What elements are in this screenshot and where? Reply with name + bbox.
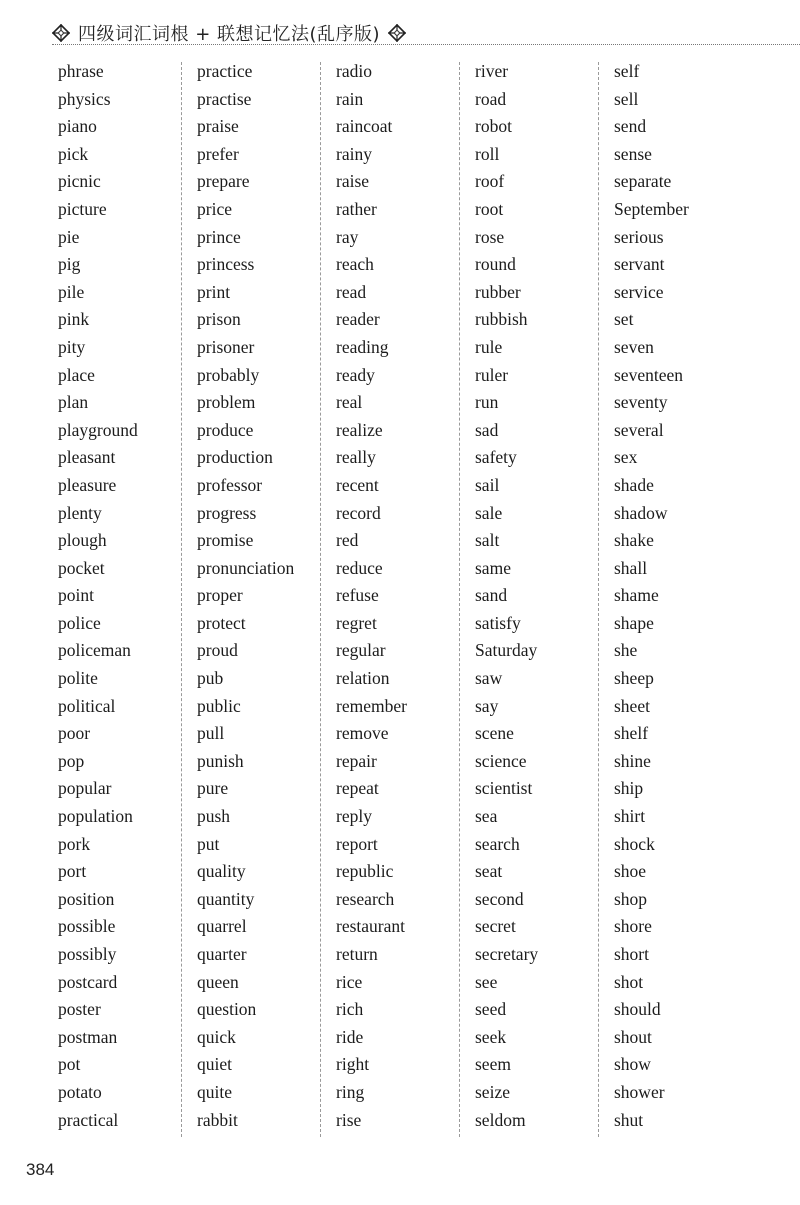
- word-column-5: [614, 58, 689, 1134]
- word-item: scientist: [475, 778, 533, 799]
- word-item: really: [336, 447, 376, 468]
- word-item: seven: [614, 336, 654, 357]
- word-item: separate: [614, 171, 672, 192]
- word-item: picnic: [58, 171, 101, 192]
- word-item: proper: [197, 585, 243, 606]
- word-item: regret: [336, 612, 377, 633]
- word-item: rainy: [336, 143, 372, 164]
- word-item: problem: [197, 392, 256, 413]
- word-item: short: [614, 944, 649, 964]
- word-item: shop: [614, 888, 648, 909]
- word-item: shall: [614, 557, 648, 578]
- word-item: road: [475, 88, 507, 109]
- word-item: princess: [197, 254, 255, 275]
- word-item: question: [197, 999, 257, 1020]
- word-item: red: [336, 530, 359, 551]
- word-item: seek: [475, 1026, 507, 1047]
- word-item: plough: [58, 530, 107, 551]
- word-item: political: [58, 695, 116, 716]
- word-item: round: [475, 254, 516, 275]
- word-item: second: [475, 888, 524, 909]
- word-item: seventeen: [614, 364, 683, 385]
- word-item: postcard: [58, 971, 118, 992]
- word-item: playground: [58, 419, 138, 440]
- word-item: reader: [336, 309, 380, 330]
- word-item: quick: [197, 1026, 236, 1047]
- column-divider: [320, 62, 321, 1137]
- word-item: quarrel: [197, 916, 247, 937]
- word-item: rather: [336, 198, 377, 219]
- word-item: piano: [58, 116, 97, 137]
- word-item: population: [58, 806, 133, 827]
- word-item: pleasure: [58, 474, 117, 495]
- word-item: research: [336, 888, 395, 909]
- word-item: shape: [614, 612, 654, 633]
- word-item: position: [58, 888, 115, 909]
- word-item: regular: [336, 640, 386, 661]
- word-item: shade: [614, 474, 654, 495]
- word-item: rule: [475, 336, 503, 357]
- word-column-1: [58, 58, 138, 1134]
- word-item: progress: [197, 502, 257, 523]
- diamond-crosshair-icon: [388, 24, 406, 42]
- word-column-3: [336, 58, 407, 1134]
- word-item: raise: [336, 171, 370, 192]
- word-item: seventy: [614, 392, 668, 413]
- word-item: pork: [58, 833, 91, 854]
- word-item: ray: [336, 226, 359, 247]
- word-item: safety: [475, 447, 517, 468]
- word-item: restaurant: [336, 916, 405, 937]
- word-item: ruler: [475, 364, 509, 385]
- word-item: promise: [197, 530, 254, 551]
- word-item: sex: [614, 447, 638, 468]
- word-item: production: [197, 447, 273, 468]
- word-item: robot: [475, 116, 512, 137]
- header-title: 四级词汇词根 + 联想记忆法(乱序版): [78, 24, 381, 45]
- word-item: queen: [197, 971, 239, 992]
- word-item: pig: [58, 254, 81, 275]
- word-item: say: [475, 695, 499, 716]
- word-item: should: [614, 999, 661, 1020]
- word-item: secret: [475, 916, 516, 937]
- word-item: sell: [614, 88, 639, 109]
- word-item: ship: [614, 778, 644, 799]
- word-item: practice: [197, 61, 253, 81]
- word-item: poor: [58, 723, 91, 744]
- word-item: remember: [336, 695, 407, 716]
- word-item: pick: [58, 143, 89, 164]
- column-divider: [459, 62, 460, 1137]
- column-divider: [598, 62, 599, 1137]
- word-item: sale: [475, 502, 503, 523]
- word-item: seldom: [475, 1109, 526, 1130]
- word-item: sheet: [614, 695, 650, 716]
- header-rule: [52, 44, 800, 45]
- word-item: repeat: [336, 778, 379, 799]
- word-item: plenty: [58, 502, 102, 523]
- word-item: ready: [336, 364, 375, 385]
- word-item: salt: [475, 530, 500, 551]
- word-item: send: [614, 116, 647, 137]
- word-item: protect: [197, 612, 246, 633]
- word-item: river: [475, 61, 509, 81]
- word-item: quality: [197, 861, 246, 882]
- word-item: shout: [614, 1026, 652, 1047]
- word-item: set: [614, 309, 634, 330]
- word-item: shine: [614, 750, 651, 771]
- word-item: raincoat: [336, 116, 393, 137]
- word-item: pub: [197, 668, 224, 689]
- word-item: service: [614, 281, 664, 302]
- word-item: pile: [58, 281, 85, 302]
- word-item: seem: [475, 1054, 511, 1075]
- word-item: quantity: [197, 888, 255, 909]
- word-item: policeman: [58, 640, 131, 661]
- word-item: shoe: [614, 861, 647, 882]
- word-item: rose: [475, 226, 505, 247]
- word-item: shelf: [614, 723, 649, 744]
- page-number: 384: [26, 1160, 55, 1179]
- word-item: ride: [336, 1026, 364, 1047]
- word-item: professor: [197, 474, 263, 495]
- word-item: scene: [475, 723, 514, 744]
- word-item: plan: [58, 392, 89, 413]
- word-item: proud: [197, 640, 238, 661]
- word-item: shirt: [614, 806, 646, 827]
- word-item: pot: [58, 1054, 81, 1075]
- word-item: recent: [336, 474, 379, 495]
- word-item: right: [336, 1054, 370, 1075]
- word-item: sand: [475, 585, 508, 606]
- word-item: Saturday: [475, 640, 538, 661]
- word-item: pie: [58, 226, 80, 247]
- word-item: remove: [336, 723, 389, 744]
- word-item: reading: [336, 336, 389, 357]
- word-item: shadow: [614, 502, 668, 523]
- word-item: pure: [197, 778, 229, 799]
- word-item: possibly: [58, 944, 117, 964]
- word-item: pronunciation: [197, 557, 295, 578]
- word-item: popular: [58, 778, 112, 799]
- word-item: roof: [475, 171, 505, 192]
- word-item: several: [614, 419, 664, 440]
- word-item: push: [197, 806, 231, 827]
- word-item: refuse: [336, 585, 379, 606]
- word-item: republic: [336, 861, 394, 882]
- word-item: point: [58, 585, 94, 606]
- word-item: reach: [336, 254, 374, 275]
- word-item: picture: [58, 198, 107, 219]
- word-item: secretary: [475, 944, 539, 964]
- word-item: seize: [475, 1081, 510, 1102]
- word-item: probably: [197, 364, 260, 385]
- word-item: praise: [197, 116, 239, 137]
- word-item: science: [475, 750, 527, 771]
- word-item: shake: [614, 530, 654, 551]
- word-item: realize: [336, 419, 383, 440]
- word-item: polite: [58, 668, 98, 689]
- column-divider: [181, 62, 182, 1137]
- word-item: root: [475, 198, 504, 219]
- word-item: shore: [614, 916, 652, 937]
- word-item: reduce: [336, 557, 383, 578]
- word-item: seed: [475, 999, 507, 1020]
- word-item: satisfy: [475, 612, 521, 633]
- word-item: ring: [336, 1081, 365, 1102]
- word-item: pocket: [58, 557, 105, 578]
- word-item: possible: [58, 916, 116, 937]
- word-item: public: [197, 695, 241, 716]
- word-item: September: [614, 198, 689, 219]
- diamond-crosshair-icon: [52, 24, 70, 42]
- word-item: rice: [336, 971, 363, 992]
- word-item: quarter: [197, 944, 247, 964]
- word-item: sense: [614, 143, 652, 164]
- word-column-2: [197, 58, 294, 1134]
- word-item: practical: [58, 1109, 119, 1130]
- word-item: same: [475, 557, 511, 578]
- word-item: put: [197, 833, 220, 854]
- word-item: punish: [197, 750, 244, 771]
- word-item: pleasant: [58, 447, 116, 468]
- word-item: practise: [197, 88, 252, 109]
- word-item: sail: [475, 474, 500, 495]
- word-item: rise: [336, 1109, 362, 1130]
- word-item: shock: [614, 833, 655, 854]
- word-item: postman: [58, 1026, 118, 1047]
- word-item: quite: [197, 1081, 232, 1102]
- word-item: she: [614, 640, 638, 661]
- word-item: quiet: [197, 1054, 232, 1075]
- word-item: prince: [197, 226, 241, 247]
- word-item: see: [475, 971, 498, 992]
- word-item: run: [475, 392, 499, 413]
- word-item: physics: [58, 88, 111, 109]
- word-item: radio: [336, 61, 372, 81]
- word-item: roll: [475, 143, 500, 164]
- word-item: search: [475, 833, 520, 854]
- word-item: pop: [58, 750, 85, 771]
- word-item: rain: [336, 88, 364, 109]
- word-item: sheep: [614, 668, 654, 689]
- word-item: servant: [614, 254, 665, 275]
- word-item: shame: [614, 585, 659, 606]
- word-item: seat: [475, 861, 503, 882]
- word-item: reply: [336, 806, 372, 827]
- word-item: self: [614, 61, 640, 81]
- word-item: potato: [58, 1081, 102, 1102]
- word-item: police: [58, 612, 101, 633]
- word-item: print: [197, 281, 231, 302]
- word-item: shut: [614, 1109, 644, 1130]
- word-item: rubber: [475, 281, 521, 302]
- word-item: place: [58, 364, 95, 385]
- word-item: prisoner: [197, 336, 255, 357]
- word-item: price: [197, 198, 232, 219]
- word-item: prepare: [197, 171, 250, 192]
- word-item: produce: [197, 419, 254, 440]
- word-item: shower: [614, 1081, 665, 1102]
- word-item: serious: [614, 226, 664, 247]
- word-item: prison: [197, 309, 241, 330]
- word-item: relation: [336, 668, 390, 689]
- word-item: real: [336, 392, 363, 413]
- word-item: prefer: [197, 143, 239, 164]
- word-item: rabbit: [197, 1109, 238, 1130]
- word-item: sad: [475, 419, 499, 440]
- word-item: rich: [336, 999, 364, 1020]
- word-item: report: [336, 833, 378, 854]
- word-item: show: [614, 1054, 651, 1075]
- word-column-4: [475, 58, 538, 1134]
- word-item: saw: [475, 668, 503, 689]
- word-item: port: [58, 861, 87, 882]
- word-item: repair: [336, 750, 377, 771]
- word-item: poster: [58, 999, 101, 1020]
- word-item: shot: [614, 971, 644, 992]
- word-item: read: [336, 281, 367, 302]
- word-item: record: [336, 502, 381, 523]
- word-item: sea: [475, 806, 498, 827]
- word-item: pull: [197, 723, 225, 744]
- word-item: phrase: [58, 61, 104, 81]
- word-item: pity: [58, 336, 86, 357]
- word-item: rubbish: [475, 309, 528, 330]
- word-item: pink: [58, 309, 90, 330]
- word-item: return: [336, 944, 378, 964]
